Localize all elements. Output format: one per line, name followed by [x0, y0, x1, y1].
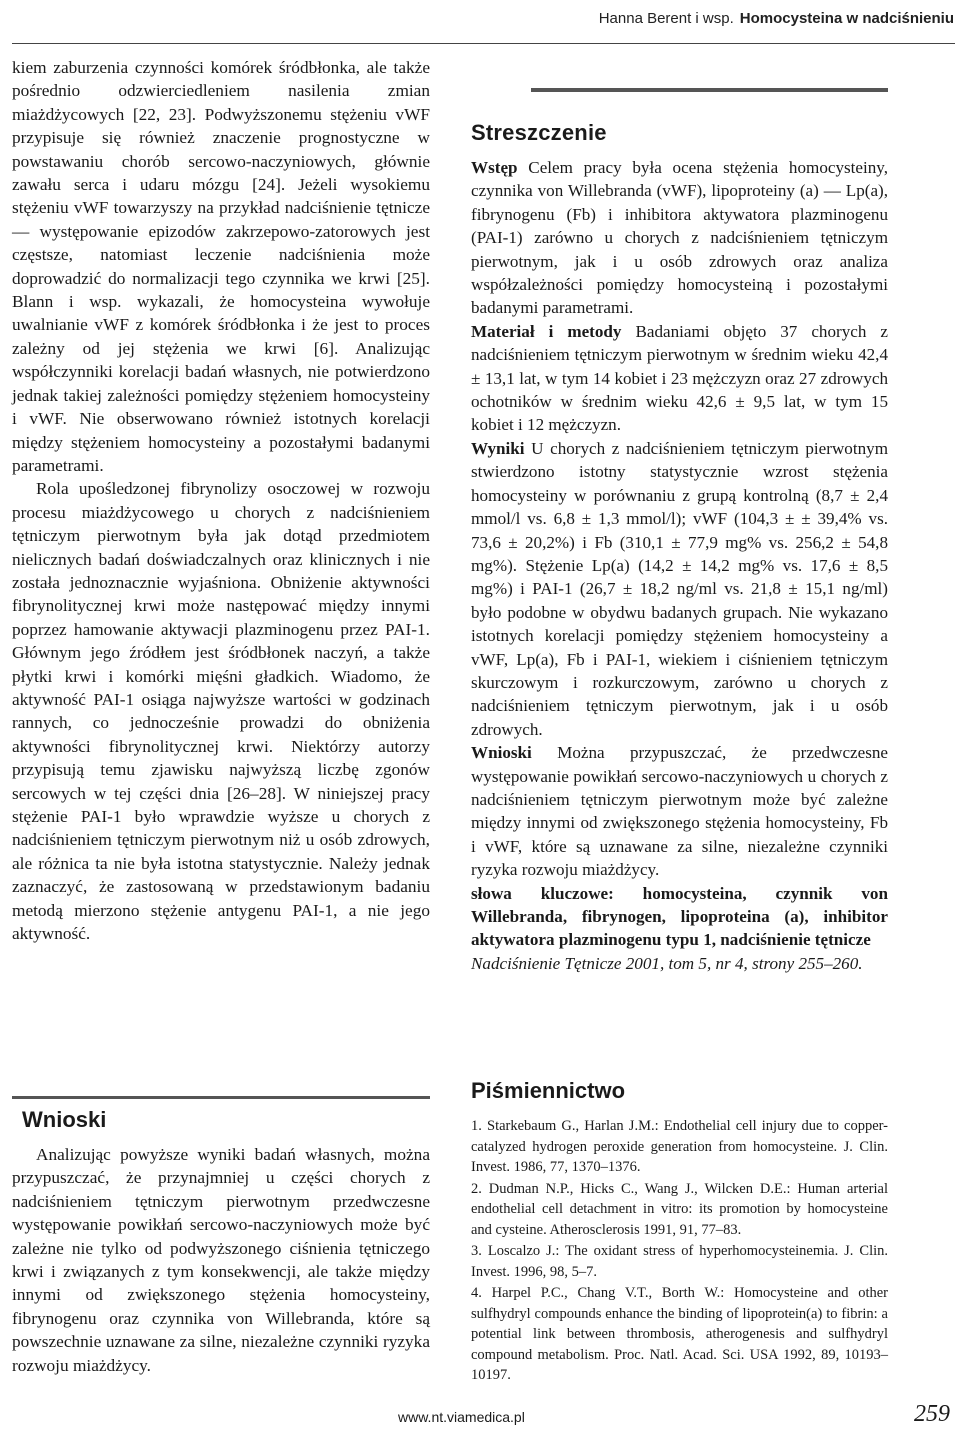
abstract-section-methods [471, 320, 888, 437]
abstract-text-intro: Celem pracy była ocena stężenia homocysteiny, czynnika von Willebranda (vWF), lipoproteiny (a) — Lp(a), fibrynogenu (Fb) i inhibitora aktywatora plazminogenu (PAI-1) zarówno u chorych z nadciśnieniem tętniczym pierwotnym, jak i u osób zdrowych oraz analiza współzależności pomiędzy homocysteiną i pozostałymi badanymi parametrami. [471, 158, 888, 318]
abstract-head-intro: Wstęp [471, 158, 518, 177]
abstract-box [471, 88, 888, 975]
references-list [471, 1116, 888, 1386]
page-number: 259 [914, 1401, 950, 1427]
reference-item: 2. Dudman N.P., Hicks C., Wang J., Wilcken D.E.: Human arterial endothelial cell detachment in vitro: its promotion by homocysteine and cysteine. Atherosclerosis 1991, 91, 77–83. [471, 1180, 888, 1238]
running-head-title: Homocysteina w nadciśnieniu [739, 9, 954, 27]
reference-item: 3. Loscalzo J.: The oxidant stress of hyperhomocysteinemia. J. Clin. Invest. 1996, 98, 5–7. [471, 1243, 888, 1280]
conclusions-section [12, 1096, 430, 1377]
left-column [12, 56, 430, 945]
footer-url: www.nt.viamedica.pl [398, 1409, 525, 1425]
abstract-section-results [471, 437, 888, 741]
abstract-section-conclusions [471, 741, 888, 881]
reference-item: 4. Harpel P.C., Chang V.T., Borth W.: Homocysteine and other sulfhydryl compounds enhance the binding of lipoprotein(a) to fibrin: a potential link between thrombosis, atherogenesis and sulfhydryl compound metabolism. Proc. Natl. Acad. Sci. USA 1992, 89, 10193–10197. [471, 1285, 888, 1383]
conclusions-title: Wnioski [22, 1107, 107, 1132]
references-title: Piśmiennictwo [471, 1078, 626, 1103]
running-head [599, 0, 960, 36]
keywords: słowa kluczowe: homocysteina, czynnik von Willebranda, fibrynogen, lipoproteina (a), inhibitor aktywatora plazminogenu typu 1, nadciśnienie tętnicze [471, 883, 888, 950]
body-paragraph-2: Rola upośledzonej fibrynolizy osoczowej w rozwoju procesu miażdżycowego u chorych z nadciśnieniem tętniczym pierwotnym była jak dotąd przedmiotem nielicznych badań doświadczalnych oraz klinicznych i nie została jednoznacznie wyjaśniona. Obniżenie aktywności fibrynolitycznej krwi może następować między innymi poprzez hamowanie aktywacji plazminogenu przez PAI-1. Głównym jego źródłem jest śródbłonek naczyń, a także płytki krwi i komórki mięśni gładkich. Wiadomo, że aktywność PAI-1 osiąga najwyższe wartości w godzinach rannych, co jednocześnie prowadzi do obniżenia aktywności fibrynolitycznej krwi. Niektórzy autorzy przypisują temu zjawisku najwyższą liczbę zgonów sercowych w tej części dnia [26–28]. W niniejszej pracy stężenie PAI-1 było wprawdzie wyższe u chorych z nadciśnieniem tętniczym pierwotnym niż u osób zdrowych, ale różnica ta nie była istotna statystycznie. Należy jednak zaznaczyć, że zastosowaną w przedstawionym badaniu metodą mierzono stężenie antygenu PAI-1, a nie jego aktywność. [12, 479, 430, 944]
abstract-text-conclusions: Można przypuszczać, że przedwczesne występowanie powikłań sercowo-naczyniowych u chorych z nadciśnieniem tętniczym pierwotnym może być zależne między innymi od zwiększonego stężenia homocysteiny, Fb i vWF, które są uznawane za silne, niezależne czynniki ryzyka rozwoju miażdżycy. [471, 743, 888, 880]
abstract-title: Streszczenie [471, 120, 607, 145]
abstract-head-conclusions: Wnioski [471, 743, 532, 763]
journal-citation: Nadciśnienie Tętnicze 2001, tom 5, nr 4, strony 255–260. [471, 953, 863, 973]
running-head-authors: Hanna Berent i wsp. [598, 9, 734, 27]
abstract-section-intro [471, 156, 888, 320]
references-section [471, 1078, 888, 1387]
body-paragraph-1: kiem zaburzenia czynności komórek śródbłonka, ale także pośrednio odzwierciedleniem nasilenia zmian miażdżycowych [22, 23]. Podwyższonemu stężeniu vWF przypisuje się również znaczenie prognostyczne w powstawaniu chorób sercowo-naczyniowych, głównie zawału serca i udaru mózgu [24]. Jeżeli wysokiemu stężeniu vWF towarzyszy na przykład nadciśnienie tętnicze — występowanie epizodów zakrzepowo-zatorowych jest częstsze, natomiast leczenie nadciśnienia może doprowadzić do normalizacji tego czynnika we krwi [25]. Blann i wsp. wykazali, że homocysteina wywołuje uwalnianie vWF z komórek śródbłonka i że jest to proces zależny od jej stężenia we krwi [6]. Analizując współczynniki korelacji badań własnych, nie potwierdzono jednak takiej zależności pomiędzy stężeniem homocysteiny i vWF. Nie obserwowano również istotnych korelacji między stężeniem homocysteiny a pozostałymi badanymi parametrami. [12, 58, 430, 475]
abstract-head-methods: Materiał i metody [471, 321, 622, 341]
reference-item: 1. Starkebaum G., Harlan J.M.: Endothelial cell injury due to copper-catalyzed hydrogen peroxide generation from homocysteine. J. Clin. Invest. 1986, 77, 1370–1376. [471, 1118, 888, 1175]
abstract-divider [531, 88, 888, 92]
abstract-text-methods: Badaniami objęto 37 chorych z nadciśnieniem tętniczym pierwotnym w średnim wieku 42,4 ± 13,1 lat, w tym 14 kobiet i 23 mężczyzn oraz 27 zdrowych ochotników w średnim wieku 42,6 ± 9,5 lat, w tym 15 kobiet i 12 mężczyzn. [471, 321, 888, 435]
abstract-body [471, 156, 888, 975]
abstract-text-results: U chorych z nadciśnieniem tętniczym pierwotnym stwierdzono istotny statystycznie wzrost stężenia homocysteiny w porównaniu z grupą kontrolną (8,7 ± 2,4 mmol/l vs. 6,8 ± 1,3 mmol/l); vWF (104,3 ± ± 39,4% vs. 73,6 ± 20,2%) i Fb (310,1 ± 77,9 mg% vs. 256,2 ± 54,8 mg%). Stężenie Lp(a) (14,2 ± 14,2 mg% vs. 17,6 ± 8,5 mg%) i PAI-1 (26,7 ± 18,2 ng/ml vs. 21,8 ± 15,1 ng/ml) było podobne w obydwu badanych grupach. Nie wykazano istotnych korelacji pomiędzy stężeniem homocysteiny a vWF, Lp(a), Fb i PAI-1, wiekiem i ciśnieniem tętniczym skurczowym i rozkurczowym, zarówno u chorych z nadciśnieniem tętniczym pierwotnym, jak i u osób zdrowych. [471, 438, 888, 739]
abstract-head-results: Wyniki [471, 438, 525, 458]
conclusions-divider [12, 1096, 430, 1099]
conclusions-text: Analizując powyższe wyniki badań własnych, można przypuszczać, że przynajmniej u części chorych z nadciśnieniem tętniczym pierwotnym przedwczesne występowanie powikłań sercowo-naczyniowych może być zależne nie tylko od podwyższonego ciśnienia tętniczego krwi i związanych z tym konsekwencji, ale także między innymi od zwiększonego stężenia homocysteiny, fibrynogenu oraz czynnika von Willebranda, które są powszechnie uznawane za silne, niezależne czynniki ryzyka rozwoju miażdżycy. [12, 1145, 430, 1375]
header-divider [12, 43, 955, 44]
